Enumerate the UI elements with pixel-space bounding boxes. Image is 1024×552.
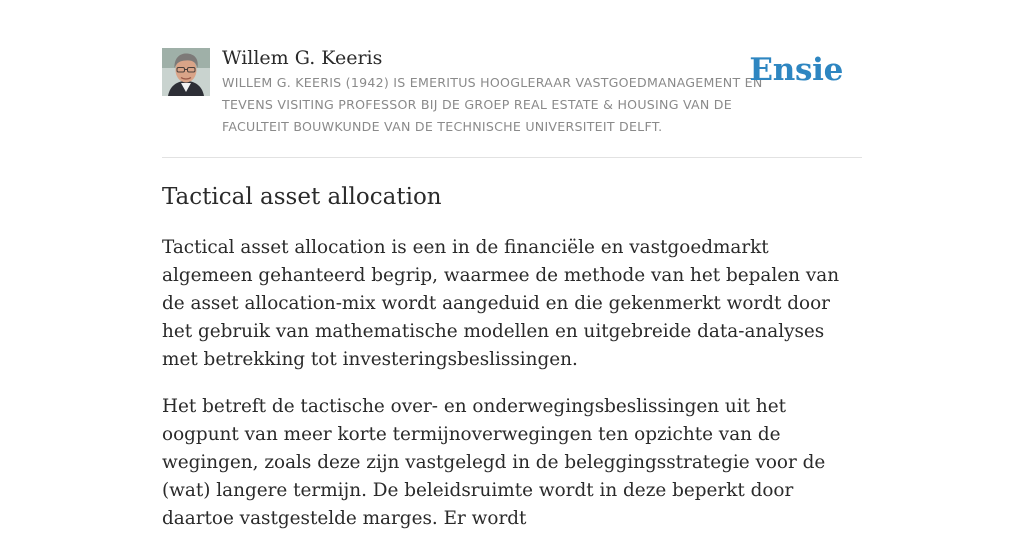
author-avatar[interactable] <box>162 48 210 96</box>
author-photo <box>162 48 210 96</box>
article-body <box>162 234 862 552</box>
article-title: Tactical asset allocation <box>162 184 442 210</box>
article-paragraph: Het betreft de tactische over- en onderwegingsbeslissingen uit het oogpunt van meer korte termijnoverwegingen ten opzichte van de wegingen, zoals deze zijn vastgelegd in de beleggingsstrategie voor de (wat) langere termijn. De beleidsruimte wordt in deze beperkt door daartoe vastgestelde marges. Er wordt <box>162 396 826 529</box>
author-header <box>162 46 862 158</box>
author-name[interactable]: Willem G. Keeris <box>222 47 383 69</box>
author-bio: WILLEM G. KEERIS (1942) IS EMERITUS HOOGLERAAR VASTGOEDMANAGEMENT EN TEVENS VISITING PROFESSOR BIJ DE GROEP REAL ESTATE & HOUSING VAN DE FACULTEIT BOUWKUNDE VAN DE TECHNISCHE UNIVERSITEIT DELFT. <box>222 75 763 134</box>
article-paragraph: Tactical asset allocation is een in de financiële en vastgoedmarkt algemeen gehanteerd begrip, waarmee de methode van het bepalen van de asset allocation-mix wordt aangeduid en die gekenmerkt wordt door het gebruik van mathematische modellen en uitgebreide data-analyses met betrekking tot investeringsbeslissingen. <box>162 237 840 370</box>
ensie-logo[interactable]: Ensie <box>749 52 843 88</box>
